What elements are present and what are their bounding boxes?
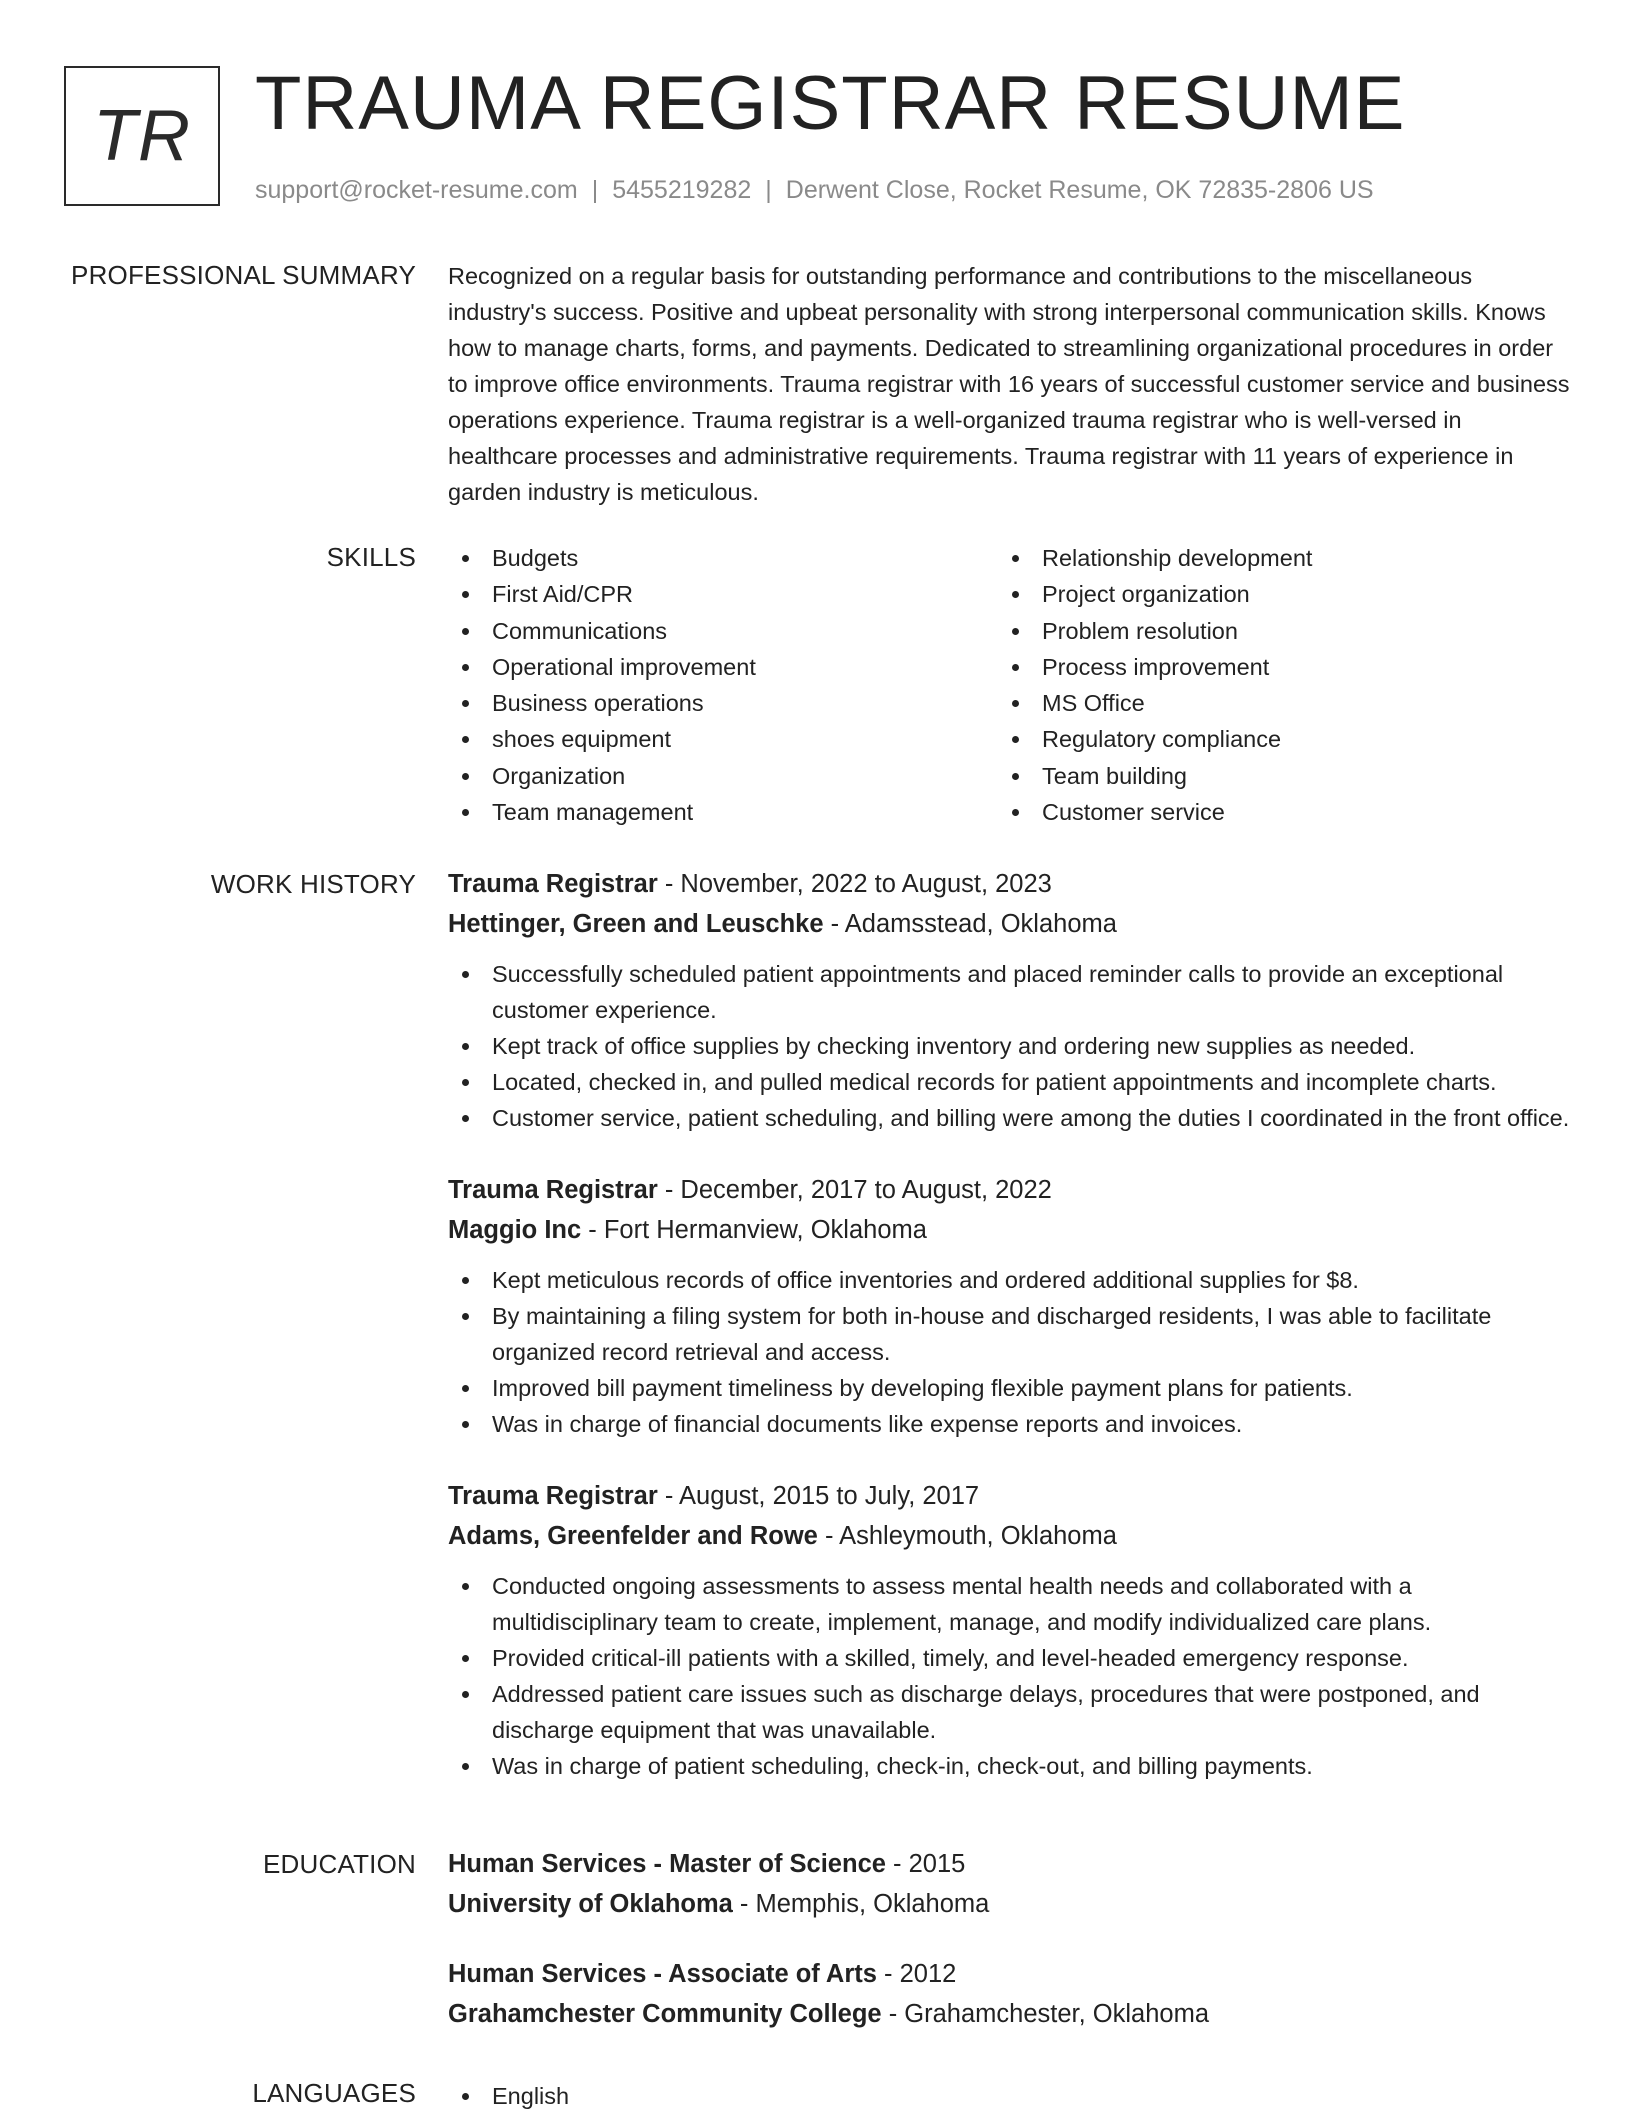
- skill-item: Relationship development: [998, 540, 1548, 576]
- skill-item: Team management: [448, 794, 998, 830]
- skill-item: Regulatory compliance: [998, 721, 1548, 757]
- summary-body: [448, 258, 1573, 510]
- skill-item: Communications: [448, 613, 998, 649]
- job-bullet: Was in charge of financial documents like expense reports and invoices.: [448, 1406, 1573, 1442]
- job-bullet: Improved bill payment timeliness by developing flexible payment plans for patients.: [448, 1370, 1573, 1406]
- job-dates: - November, 2022 to August, 2023: [657, 870, 1052, 898]
- skill-item: Process improvement: [998, 649, 1548, 685]
- skill-item: First Aid/CPR: [448, 576, 998, 612]
- skill-item: Business operations: [448, 685, 998, 721]
- education-entry: [448, 1844, 1573, 1924]
- summary-text: Recognized on a regular basis for outstanding performance and contributions to the miscellaneous industry's success. Positive and upbeat personality with strong interpersonal communication skills. Knows how to manage charts, forms, and payments. Dedicated to streamlining organizational procedures in order to improve office environments. Trauma registrar with 16 years of successful customer service and business operations experience. Trauma registrar is a well-organized trauma registrar who is well-versed in healthcare processes and administrative requirements. Trauma registrar with 11 years of experience in garden industry is meticulous.: [448, 263, 1570, 505]
- skill-item: Organization: [448, 758, 998, 794]
- resume-title: TRAUMA REGISTRAR RESUME: [255, 61, 1406, 146]
- education-year: - 2012: [876, 1960, 957, 1988]
- summary-heading: PROFESSIONAL SUMMARY: [71, 260, 416, 290]
- job-bullet: Was in charge of patient scheduling, check-in, check-out, and billing payments.: [448, 1748, 1573, 1784]
- education-year: - 2015: [885, 1850, 966, 1878]
- education-degree: Human Services - Master of Science: [448, 1850, 886, 1878]
- monogram-badge: TR: [64, 66, 220, 206]
- contact-phone[interactable]: 5455219282: [612, 176, 752, 204]
- job-entry: [448, 864, 1573, 1136]
- job-bullet: Customer service, patient scheduling, and billing were among the duties I coordinated in the front office.: [448, 1100, 1573, 1136]
- job-bullet: Kept track of office supplies by checking inventory and ordering new supplies as needed.: [448, 1028, 1573, 1064]
- job-company: Maggio Inc: [448, 1216, 582, 1244]
- education-location: - Memphis, Oklahoma: [732, 1890, 990, 1918]
- skill-item: Problem resolution: [998, 613, 1548, 649]
- job-title: Trauma Registrar: [448, 1176, 658, 1204]
- contact-email[interactable]: support@rocket-resume.com: [255, 176, 578, 204]
- skill-item: Customer service: [998, 794, 1548, 830]
- job-bullet: Conducted ongoing assessments to assess mental health needs and collaborated with a multidisciplinary team to create, implement, manage, and modify individualized care plans.: [448, 1568, 1573, 1640]
- job-company: Hettinger, Green and Leuschke: [448, 910, 824, 938]
- education-degree: Human Services - Associate of Arts: [448, 1960, 877, 1988]
- job-bullets: [448, 1262, 1573, 1442]
- job-location: - Ashleymouth, Oklahoma: [817, 1522, 1117, 1550]
- education-school: Grahamchester Community College: [448, 2000, 882, 2028]
- job-bullets: [448, 1568, 1573, 1784]
- job-location: - Adamsstead, Oklahoma: [823, 910, 1117, 938]
- contact-separator: |: [765, 176, 772, 204]
- job-bullets: [448, 956, 1573, 1136]
- contact-address: Derwent Close, Rocket Resume, OK 72835-2806 US: [785, 176, 1374, 204]
- job-bullet: Successfully scheduled patient appointments and placed reminder calls to provide an exceptional customer experience.: [448, 956, 1573, 1028]
- education-heading: EDUCATION: [263, 1849, 416, 1879]
- job-bullet: Addressed patient care issues such as discharge delays, procedures that were postponed, and discharge equipment that was unavailable.: [448, 1676, 1573, 1748]
- job-entry: [448, 1476, 1573, 1784]
- job-title: Trauma Registrar: [448, 1482, 658, 1510]
- job-entry: [448, 1170, 1573, 1442]
- education-school: University of Oklahoma: [448, 1890, 733, 1918]
- skills-heading: SKILLS: [326, 542, 416, 572]
- skill-item: Team building: [998, 758, 1548, 794]
- job-title: Trauma Registrar: [448, 870, 658, 898]
- education-location: - Grahamchester, Oklahoma: [881, 2000, 1210, 2028]
- work-history-body: [448, 864, 1573, 1818]
- skill-item: Project organization: [998, 576, 1548, 612]
- job-bullet: Located, checked in, and pulled medical records for patient appointments and incomplete charts.: [448, 1064, 1573, 1100]
- job-dates: - December, 2017 to August, 2022: [657, 1176, 1052, 1204]
- work-history-heading: WORK HISTORY: [210, 869, 416, 899]
- education-body: [448, 1844, 1573, 2064]
- skills-column-right: [998, 540, 1548, 830]
- languages-list: [448, 2078, 1573, 2114]
- language-item: English: [448, 2078, 1573, 2114]
- job-bullet: By maintaining a filing system for both in-house and discharged residents, I was able to facilitate organized record retrieval and access.: [448, 1298, 1573, 1370]
- job-dates: - August, 2015 to July, 2017: [657, 1482, 980, 1510]
- contact-line: [255, 176, 1374, 205]
- resume-header: [64, 61, 1572, 214]
- job-bullet: Provided critical-ill patients with a skilled, timely, and level-headed emergency response.: [448, 1640, 1573, 1676]
- job-bullet: Kept meticulous records of office inventories and ordered additional supplies for $8.: [448, 1262, 1573, 1298]
- languages-body: [448, 2078, 1573, 2114]
- skill-item: MS Office: [998, 685, 1548, 721]
- languages-heading: LANGUAGES: [252, 2078, 416, 2108]
- skill-item: Budgets: [448, 540, 998, 576]
- job-location: - Fort Hermanview, Oklahoma: [581, 1216, 927, 1244]
- education-entry: [448, 1954, 1573, 2034]
- skill-item: Operational improvement: [448, 649, 998, 685]
- job-company: Adams, Greenfelder and Rowe: [448, 1522, 818, 1550]
- contact-separator: |: [591, 176, 599, 204]
- skills-body: [448, 540, 1573, 830]
- skills-column-left: [448, 540, 998, 830]
- skill-item: shoes equipment: [448, 721, 998, 757]
